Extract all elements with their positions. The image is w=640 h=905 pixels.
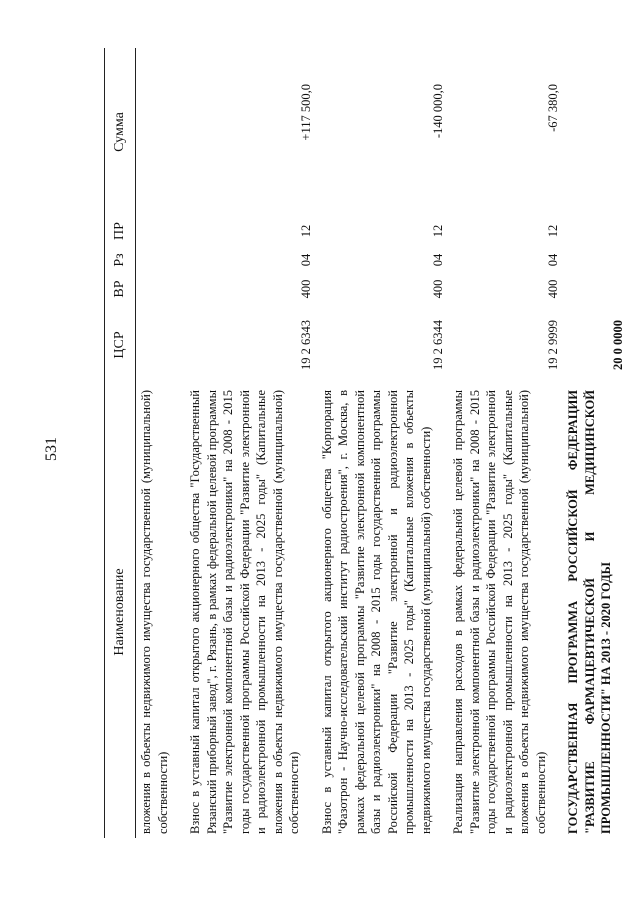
row-sum — [563, 48, 629, 216]
budget-table — [104, 48, 629, 838]
row-csr: 19 2 6343 — [299, 320, 314, 370]
row-rz: 04 — [430, 253, 445, 267]
row-sum: -140 000,0 — [430, 84, 445, 139]
row-name: ГОСУДАРСТВЕННАЯ ПРОГРАММА РОССИЙСКОЙ ФЕДЕРАЦИИ "РАЗВИТИЕ ФАРМАЦЕВТИЧЕСКОЙ И МЕДИЦИНСКОЙ ПРОМЫШЛЕННОСТИ" НА 2013 - 2020 ГОДЫ — [566, 390, 614, 834]
row-name: Взнос в уставный капитал открытого акционерного общества "Корпорация "Фазотрон - Научно-исследовательский институт радиостроения", г. Москва, в рамках федеральной целевой программы "Развитие электронной компонентной базы и радиоэлектроники" на 2008 - 2015 годы государственной программы Российской Федерации "Развитие электронной и радиоэлектронной промышленности на 2013 - 2025 годы" (Капитальные вложения в объекты недвижимого имущества государственной (муниципальной) собственности) — [319, 390, 433, 834]
row-sum: +117 500,0 — [299, 84, 314, 141]
row-vr — [563, 274, 629, 304]
row-vr: 400 — [299, 279, 314, 299]
header-sum: Сумма — [105, 48, 136, 216]
table-row — [317, 48, 449, 838]
row-rz: 04 — [545, 253, 560, 267]
header-name: Наименование — [105, 386, 136, 838]
page-number: 531 — [43, 437, 60, 461]
row-rz — [136, 246, 186, 274]
row-name: Реализация направления расходов в рамках федеральной целевой программы "Развитие электронной компонентной базы и радиоэлектроники" на 2008 - 2015 годы государственной программы Российской Федерации "Развитие электронной и радиоэлектронной промышленности на 2013 - 2025 годы" (Капитальные вложения в объекты недвижимого имущества государственной (муниципальной) собственности) — [451, 390, 548, 834]
row-pr: 12 — [299, 224, 314, 238]
row-vr: 400 — [545, 279, 560, 299]
row-pr — [136, 216, 186, 246]
table-row — [185, 48, 317, 838]
row-pr — [563, 216, 629, 246]
table-row — [448, 48, 563, 838]
row-name: Взнос в уставный капитал открытого акционерного общества "Государственный Рязанский приборный завод", г. Рязань, в рамках федеральной целевой программы "Развитие электронной компонентной базы и радиоэлектроники" на 2008 - 2015 годы государственной программы Российской Федерации "Развитие электронной и радиоэлектронной промышленности на 2013 - 2025 годы" (Капитальные вложения в объекты недвижимого имущества государственной (муниципальной) собственности) — [188, 390, 302, 834]
table-row — [136, 48, 186, 838]
row-name: вложения в объекты недвижимого имущества государственной (муниципальной) собственности) — [139, 390, 170, 834]
row-csr: 19 2 6344 — [430, 320, 445, 370]
table-header-row — [105, 48, 136, 838]
header-rz: Рз — [105, 246, 136, 274]
row-pr: 12 — [545, 224, 560, 238]
header-vr: ВР — [105, 274, 136, 304]
row-vr — [136, 274, 186, 304]
row-vr: 400 — [430, 279, 445, 299]
row-sum: -67 380,0 — [545, 84, 560, 132]
row-rz: 04 — [299, 253, 314, 267]
header-csr: ЦСР — [105, 304, 136, 386]
row-csr — [136, 304, 186, 386]
header-pr: ПР — [105, 216, 136, 246]
budget-sheet — [104, 48, 626, 838]
row-sum — [136, 48, 186, 216]
table-row — [563, 48, 629, 838]
row-csr: 20 0 0000 — [611, 320, 626, 370]
row-pr: 12 — [430, 224, 445, 238]
row-rz — [563, 246, 629, 274]
row-csr: 19 2 9999 — [545, 320, 560, 370]
